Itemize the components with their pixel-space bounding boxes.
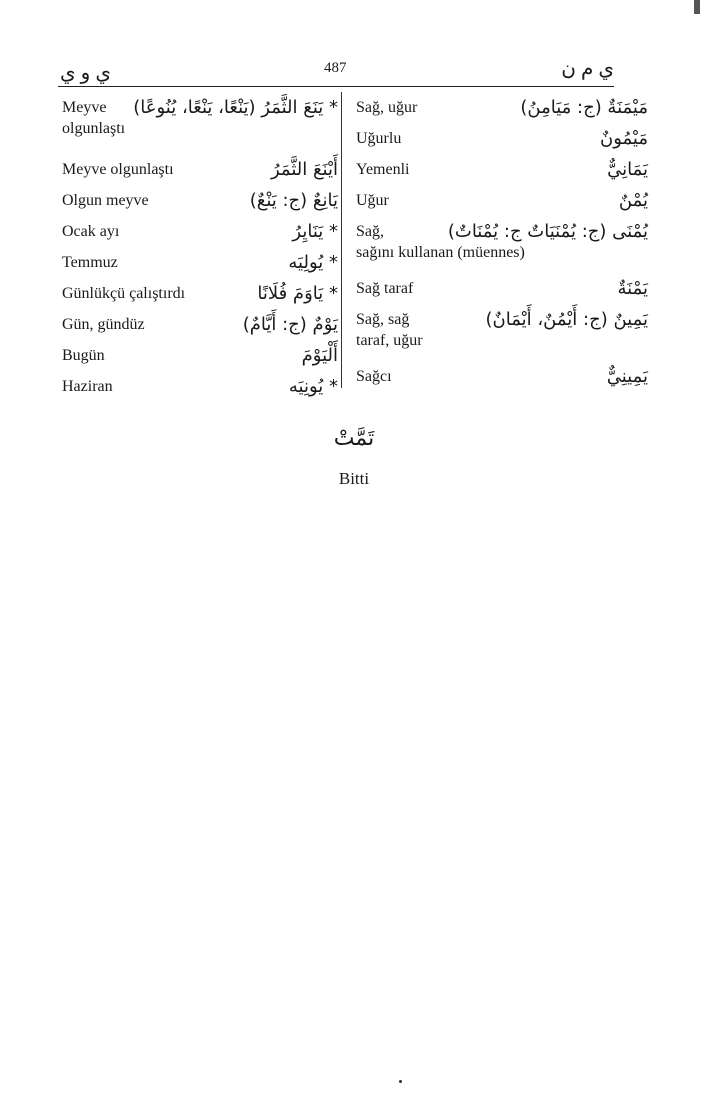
arabic-headword: يَمِينٌ (ج: أَيْمُنٌ، أَيْمَانٌ) — [485, 309, 648, 330]
ending-arabic-mark: تَمَّتْ — [333, 426, 375, 451]
scan-edge-mark — [694, 0, 700, 14]
turkish-meaning: Gün, gündüz — [62, 316, 145, 333]
turkish-meaning: Temmuz — [62, 254, 118, 271]
page-number: 487 — [324, 60, 347, 76]
dictionary-entry — [62, 340, 338, 371]
dictionary-entry — [356, 123, 648, 154]
arabic-headword: يُمْنٌ — [618, 190, 648, 211]
arabic-headword: * يُولِيَه — [288, 252, 338, 273]
dictionary-entry — [62, 185, 338, 216]
arabic-headword: * يُونِيَه — [288, 376, 338, 397]
dictionary-entry — [356, 304, 648, 361]
arabic-headword: مَيْمَنَةٌ (ج: مَيَامِنُ) — [520, 97, 648, 118]
turkish-meaning-continued: taraf, uğur — [356, 332, 423, 349]
arabic-headword: أَلْيَوْمَ — [301, 345, 338, 366]
scan-speck — [399, 1080, 402, 1083]
arabic-headword: أَيْنَعَ الثَّمَرُ — [271, 159, 338, 180]
arabic-headword: يَانِعٌ (ج: يَنْعٌ) — [249, 190, 338, 211]
turkish-meaning: Meyve — [62, 99, 107, 116]
turkish-meaning: Uğur — [356, 192, 389, 209]
turkish-meaning: Sağ, uğur — [356, 99, 418, 116]
turkish-meaning: Uğurlu — [356, 130, 402, 147]
dictionary-entry — [62, 309, 338, 340]
dictionary-entry — [62, 371, 338, 402]
dictionary-entry — [62, 216, 338, 247]
turkish-meaning: Bugün — [62, 347, 105, 364]
turkish-meaning: Sağ, sağ — [356, 311, 410, 328]
header-letters-left: ي و ي — [60, 62, 111, 84]
turkish-meaning: Ocak ayı — [62, 223, 120, 240]
dictionary-entry — [356, 216, 648, 273]
arabic-headword: يُمْنَى (ج: يُمْنَيَاتٌ ج: يُمْنَاتٌ) — [447, 221, 648, 242]
header-letters-right: ي م ن — [561, 58, 614, 80]
page-header — [58, 56, 614, 87]
arabic-headword: مَيْمُونٌ — [600, 128, 648, 149]
arabic-headword: * يَاوَمَ فُلَانًا — [257, 283, 338, 304]
dictionary-entry — [356, 185, 648, 216]
turkish-meaning: Yemenli — [356, 161, 410, 178]
turkish-meaning: Olgun meyve — [62, 192, 149, 209]
turkish-meaning-continued: olgunlaştı — [62, 120, 126, 137]
turkish-meaning: Meyve olgunlaştı — [62, 161, 174, 178]
ending-text: Bitti — [338, 469, 370, 488]
dictionary-entry — [62, 154, 338, 185]
column-divider — [341, 92, 342, 388]
arabic-headword: * يَنَعَ الثَّمَرُ (يَنْعًا، يَنْعًا، يُنُوعًا) — [133, 97, 338, 118]
dictionary-entry — [356, 273, 648, 304]
right-column — [356, 92, 648, 392]
turkish-meaning: Haziran — [62, 378, 113, 395]
arabic-headword: يَوْمٌ (ج: أَيَّامٌ) — [242, 314, 338, 335]
turkish-meaning-continued: sağını kullanan (müennes) — [356, 244, 525, 261]
dictionary-entry — [356, 92, 648, 123]
arabic-headword: * يَنَايِرُ — [292, 221, 338, 242]
turkish-meaning: Günlükçü çalıştırdı — [62, 285, 186, 302]
left-column — [62, 92, 338, 402]
turkish-meaning: Sağ taraf — [356, 280, 414, 297]
dictionary-entry — [356, 361, 648, 392]
dictionary-entry — [62, 92, 338, 154]
arabic-headword: يَمِينِيٌّ — [606, 366, 648, 387]
arabic-headword: يَمْنَةٌ — [617, 278, 648, 299]
turkish-meaning: Sağcı — [356, 368, 392, 385]
dictionary-entry — [62, 278, 338, 309]
arabic-headword: يَمَانِيٌّ — [607, 159, 648, 180]
turkish-meaning: Sağ, — [356, 223, 384, 240]
dictionary-entry — [62, 247, 338, 278]
dictionary-entry — [356, 154, 648, 185]
